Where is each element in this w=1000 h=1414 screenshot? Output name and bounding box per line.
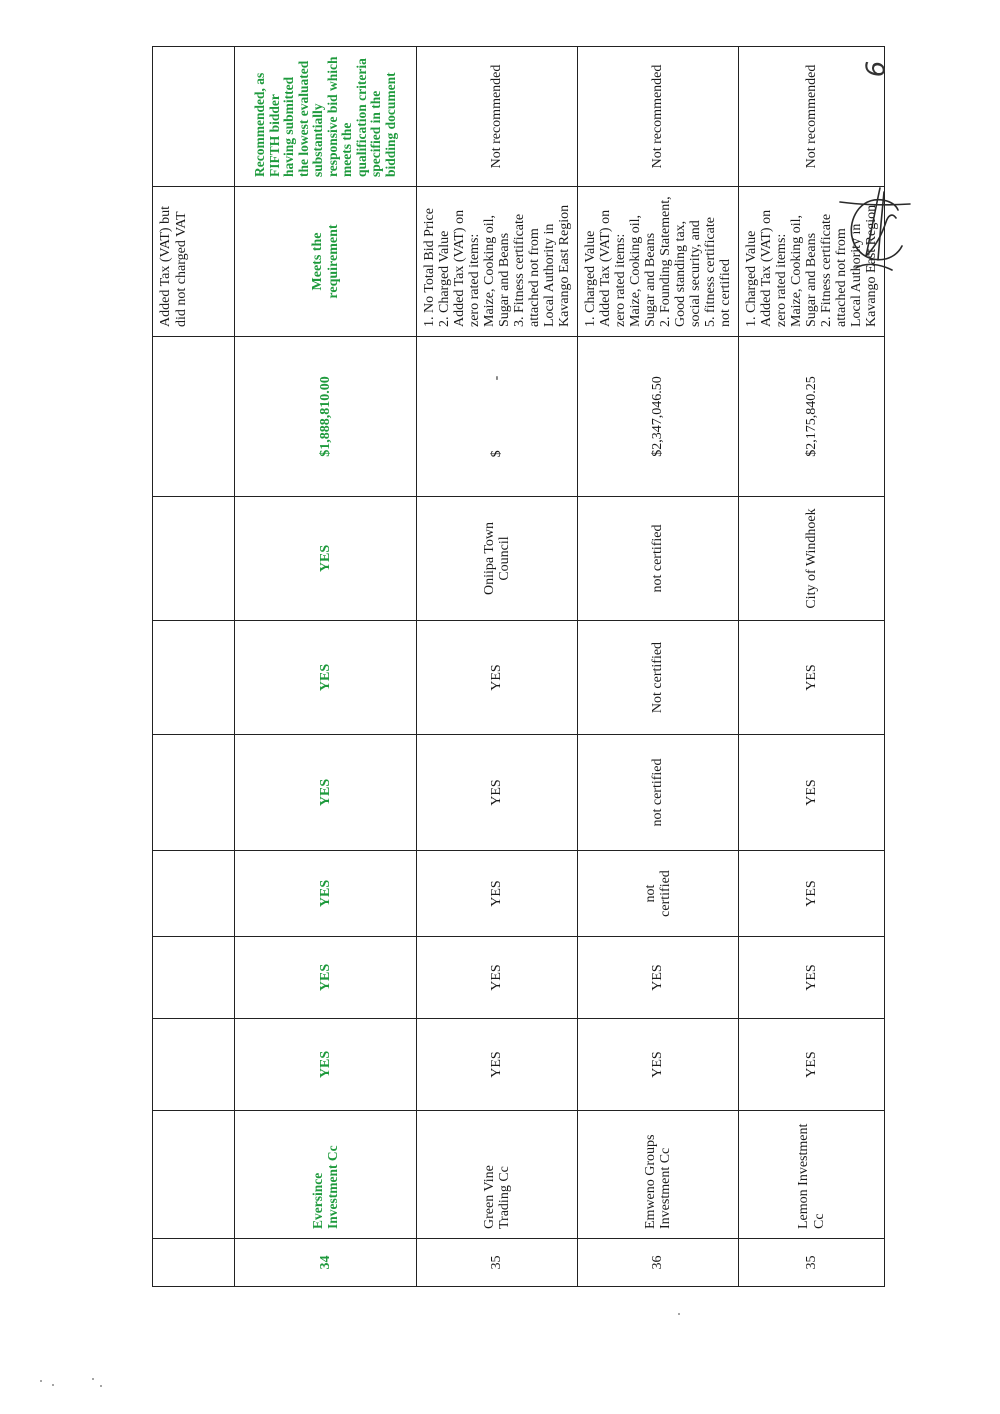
- bidder-name: Eversince Investment Cc: [235, 1111, 417, 1239]
- criteria-cell: Not certified: [578, 621, 739, 735]
- recommendation: Not recommended: [739, 47, 885, 187]
- page-number: 6: [861, 60, 892, 78]
- reason-line: 3. Fitness certificate attached not from Local Authority in Kavango East Region: [512, 204, 572, 327]
- bid-price: $ -: [417, 337, 578, 497]
- bidder-name: Emweno Groups Investment Cc: [578, 1111, 739, 1239]
- scan-speck: [52, 1384, 54, 1386]
- reason-line: 2. Charged Value Added Tax (VAT) on zero rated items: Maize, Cooking oil, Sugar and Beans: [437, 209, 512, 327]
- criteria-cell: YES: [417, 735, 578, 851]
- reason-line: 1. Charged Value Added Tax (VAT) on zero rated items: Maize, Cooking oil, Sugar and Beans: [744, 209, 819, 327]
- criteria-cell: YES: [417, 937, 578, 1019]
- criteria-cell: YES: [739, 937, 885, 1019]
- scan-speck: [678, 1313, 680, 1315]
- scan-speck: [100, 1385, 102, 1387]
- evaluation-table-sheet: [152, 47, 879, 1287]
- criteria-cell: YES: [235, 621, 417, 735]
- criteria-cell: YES: [235, 1019, 417, 1111]
- reason-line: Meets the requirement: [310, 224, 341, 299]
- row-number: 35: [739, 1239, 885, 1287]
- signature-mark: [836, 182, 916, 274]
- criteria-cell: YES: [739, 735, 885, 851]
- recommendation: Not recommended: [578, 47, 739, 187]
- criteria-cell: YES: [235, 497, 417, 621]
- criteria-cell: YES: [235, 937, 417, 1019]
- row-number: 34: [235, 1239, 417, 1287]
- reason-line: 2. Founding Statement, Good standing tax, social security, and: [658, 196, 703, 327]
- row-number: 36: [578, 1239, 739, 1287]
- criteria-cell: YES: [739, 1019, 885, 1111]
- recommendation: Not recommended: [417, 47, 578, 187]
- reason-line: 5. fitness certificate not certified: [703, 216, 733, 327]
- criteria-cell: not certified: [578, 851, 739, 937]
- bid-price: $1,888,810.00: [235, 337, 417, 497]
- table-row-continuation: [153, 47, 235, 1287]
- bid-evaluation-table: [152, 46, 885, 1287]
- bid-price: $2,347,046.50: [578, 337, 739, 497]
- criteria-cell: YES: [417, 851, 578, 937]
- row-number: 35: [417, 1239, 578, 1287]
- bidder-name: Green Vine Trading Cc: [417, 1111, 578, 1239]
- criteria-cell: YES: [235, 851, 417, 937]
- evaluation-reasons: [235, 187, 417, 337]
- bid-price: $2,175,840.25: [739, 337, 885, 497]
- reason-line: 1. No Total Bid Price: [422, 208, 437, 327]
- criteria-cell: YES: [417, 621, 578, 735]
- criteria-cell: YES: [417, 1019, 578, 1111]
- criteria-cell: YES: [235, 735, 417, 851]
- criteria-cell: City of Windhoek: [739, 497, 885, 621]
- criteria-cell: YES: [739, 621, 885, 735]
- criteria-cell: not certified: [578, 735, 739, 851]
- scan-speck: [40, 1380, 42, 1382]
- table-row: [235, 47, 417, 1287]
- criteria-cell: not certified: [578, 497, 739, 621]
- reason-line: 1. Charged Value Added Tax (VAT) on zero rated items: Maize, Cooking oil, Sugar and Beans: [583, 209, 658, 327]
- evaluation-reasons: [578, 187, 739, 337]
- criteria-cell: Oniipa Town Council: [417, 497, 578, 621]
- criteria-cell: YES: [578, 1019, 739, 1111]
- recommendation: Recommended, as FIFTH bidder having submitted the lowest evaluated substantially responsive bid which meets the qualification criteria specified in the bidding document: [235, 47, 417, 187]
- continuation-note: Added Tax (VAT) but did not charged VAT: [153, 187, 235, 337]
- criteria-cell: YES: [739, 851, 885, 937]
- reason-line: 2. Fitness certificate attached not from Local Authority in Kavango East Region: [819, 204, 879, 327]
- scan-speck: [92, 1378, 94, 1380]
- table-row: [578, 47, 739, 1287]
- bidder-name: Lemon Investment Cc: [739, 1111, 885, 1239]
- criteria-cell: YES: [578, 937, 739, 1019]
- table-row: [417, 47, 578, 1287]
- evaluation-reasons: [417, 187, 578, 337]
